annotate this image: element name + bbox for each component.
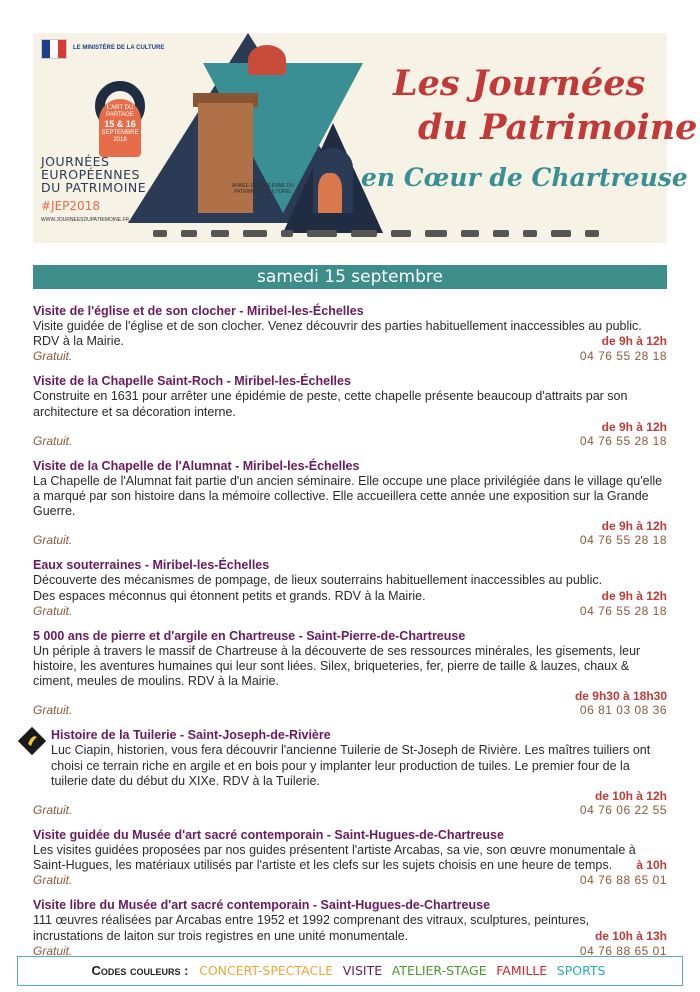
tuilerie-family-icon (19, 728, 45, 754)
sponsor-logo (211, 230, 229, 237)
event-time: de 9h à 12h (601, 519, 667, 534)
event-description (33, 843, 667, 873)
event-item (33, 828, 667, 887)
event-title: Visite libre du Musée d'art sacré contemporain - Saint-Hugues-de-Chartreuse (33, 898, 491, 913)
event-phone: 04 76 55 28 18 (579, 603, 667, 618)
jep-title (41, 155, 146, 194)
event-description: Un périple à travers le massif de Chartreuse à la découverte de ses ressources minérales, les gisements, leur histoire, les aventures humaines qui leur sont liées. Silex, briqueteries, fer, pierre de taille & lauzes, chaux & ciment, meules de moulins. RDV à la Mairie. (33, 643, 641, 689)
event-item (33, 374, 667, 447)
legend-atelier: ATELIER-STAGE (391, 963, 487, 978)
event-time: de 9h à 12h (601, 588, 667, 603)
event-item (33, 459, 667, 548)
sponsor-logo (243, 230, 267, 237)
sponsor-logo (493, 230, 509, 237)
person-illustration (248, 45, 286, 75)
event-description-line: RDV à la Mairie. (33, 334, 124, 349)
event-footer (33, 434, 667, 448)
banner-title-line1: Les Journées (393, 63, 646, 104)
banner-title-line2: du Patrimoine (418, 107, 698, 148)
day-header: samedi 15 septembre (33, 265, 667, 289)
event-price: Gratuit. (33, 703, 73, 718)
sponsor-logo (351, 230, 377, 237)
event-item (33, 629, 667, 718)
sponsor-logo (461, 230, 479, 237)
event-footer (33, 873, 667, 887)
event-footer (33, 533, 667, 547)
event-description (33, 589, 667, 604)
event-title: Eaux souterraines - Miribel-les-Échelles (33, 558, 270, 573)
event-title: Visite de la Chapelle Saint-Roch - Miribel-les-Échelles (33, 374, 351, 389)
event-price: Gratuit. (33, 433, 73, 448)
event-price: Gratuit. (33, 873, 73, 888)
event-title: Histoire de la Tuilerie - Saint-Joseph-de-Rivière (51, 728, 331, 743)
event-phone: 04 76 88 65 01 (579, 943, 667, 958)
event-price: Gratuit. (33, 533, 73, 548)
legend-sports: SPORTS (556, 963, 606, 978)
event-price: Gratuit. (33, 349, 73, 364)
event-description: 111 œuvres réalisées par Arcabas entre 1952 et 1992 comprenant des vitraux, sculptures, peintures, (33, 913, 590, 928)
event-time: de 9h à 12h (601, 334, 667, 349)
ministry-label: LE MINISTÈRE DE LA CULTURE (73, 45, 165, 51)
event-description-line: Des espaces méconnus qui étonnent petits et grands. RDV à la Mairie. (33, 588, 426, 603)
event-description: Découverte des mécanismes de pompage, de lieux souterrains habituellement inaccessibles au public. (33, 573, 603, 588)
event-time: de 10h à 12h (594, 789, 667, 804)
sponsor-logo (281, 230, 293, 237)
event-description-line: Les visites guidées proposées par nos guides présentent l'artiste Arcabas, sa vie, son œuvre monumentale à Saint-Hugues, les matériaux utilisés par l'artiste et les clefs sur les sujets choisis en une heure de temps. (33, 843, 636, 873)
sponsor-logos (153, 227, 663, 239)
color-legend (17, 956, 683, 986)
event-phone: 06 81 03 08 36 (579, 703, 667, 718)
badge-top-text: L'ART DU PARTAGE (106, 105, 134, 119)
event-phone: 04 76 06 22 55 (579, 803, 667, 818)
event-time: de 10h à 13h (594, 928, 667, 943)
event-item (33, 898, 667, 957)
sponsor-logo (181, 230, 197, 237)
event-item (33, 558, 667, 617)
event-phone: 04 76 88 65 01 (579, 873, 667, 888)
legend-famille: FAMILLE (496, 963, 548, 978)
event-title: Visite de l'église et de son clocher - Miribel-les-Échelles (33, 304, 364, 318)
event-footer (33, 703, 667, 717)
event-time: de 9h à 12h (601, 419, 667, 434)
banner-title-line3: en Cœur de Chartreuse (361, 163, 688, 192)
event-time: à 10h (636, 858, 667, 873)
annee-europeenne-text: ANNÉE EUROPÉENNE DU PATRIMOINE CULTUREL 2018 (231, 183, 295, 202)
event-title: 5 000 ans de pierre et d'argile en Chartreuse - Saint-Pierre-de-Chartreuse (33, 628, 466, 643)
event-price: Gratuit. (33, 803, 73, 818)
badge-dates: 15 & 16 (104, 119, 136, 130)
jep-hashtag: #JEP2018 (41, 199, 100, 213)
event-time: de 9h30 à 18h30 (574, 689, 667, 704)
sponsor-logo (523, 230, 537, 237)
badge-month: SEPTEMBRE 2018 (101, 130, 139, 144)
header-banner (33, 33, 698, 243)
sponsor-logo (153, 230, 167, 237)
event-footer (33, 349, 667, 363)
event-description: Visite guidée de l'église et de son clocher. Venez découvrir des parties habituellement inaccessibles au public. (33, 319, 642, 333)
sponsor-logo (391, 230, 411, 237)
event-description: Luc Ciapin, historien, vous fera découvrir l'ancienne Tuilerie de St-Joseph de Rivière. Les maîtres tuiliers ont choisi ce terrain riche en argile et en bois pour y implanter leur production de tuiles. Le premier four de la tuilerie date du début du XIXe. RDV à la Tuilerie. (51, 743, 651, 788)
legend-label: Codes couleurs : (91, 963, 189, 978)
legend-concert: CONCERT-SPECTACLE (199, 963, 334, 978)
event-description (33, 334, 667, 349)
jep-line: EUROPÉENNES (41, 167, 140, 182)
event-title: Visite de la Chapelle de l'Alumnat - Miribel-les-Échelles (33, 458, 360, 473)
event-footer (33, 803, 667, 817)
sponsor-logo (425, 230, 447, 237)
event-list (33, 304, 667, 969)
event-item (33, 728, 667, 817)
republique-francaise-logo (41, 39, 67, 59)
event-price: Gratuit. (33, 603, 73, 618)
event-phone: 04 76 55 28 18 (579, 433, 667, 448)
person-illustration (318, 173, 342, 213)
event-item (33, 304, 667, 363)
event-description (33, 929, 667, 944)
event-description: La Chapelle de l'Alumnat fait partie d'un ancien séminaire. Elle occupe une place privilégiée dans le village qu'elle a marqué par son histoire dans la mémoire collective. Elle accueillera cette année une exposition sur la Grande Guerre. (33, 473, 663, 519)
event-phone: 04 76 55 28 18 (579, 349, 667, 364)
jep-url: WWW.JOURNEESDUPATRIMOINE.FR (41, 217, 130, 223)
legend-visite: VISITE (342, 963, 383, 978)
event-description-line: incrustations de laiton sur trois registres en une unité monumentale. (33, 928, 409, 943)
sponsor-logo (551, 230, 571, 237)
event-description: Construite en 1631 pour arrêter une épidémie de peste, cette chapelle présente beaucoup d'attraits par son architecture et sa décoration interne. (33, 389, 628, 419)
sponsor-logo (585, 230, 599, 237)
jep-line: DU PATRIMOINE (41, 180, 147, 195)
sponsor-logo (307, 230, 337, 237)
event-phone: 04 76 55 28 18 (579, 533, 667, 548)
event-title: Visite guidée du Musée d'art sacré contemporain - Saint-Hugues-de-Chartreuse (33, 828, 504, 843)
event-price: Gratuit. (33, 943, 73, 958)
event-footer (33, 604, 667, 618)
jep-line: JOURNÉES (41, 154, 110, 169)
jep-poster-illustration (33, 33, 373, 243)
